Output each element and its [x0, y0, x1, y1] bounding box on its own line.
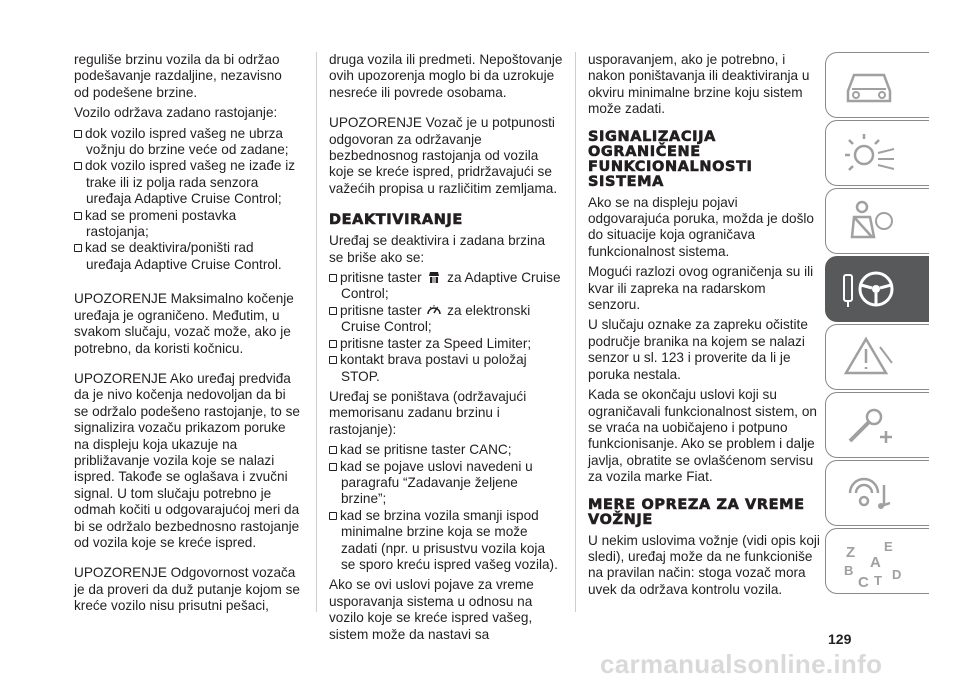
index-letters-icon [840, 537, 910, 591]
text-column-1 [74, 52, 300, 619]
index-letter: D [892, 567, 902, 582]
column-divider [316, 52, 317, 612]
bullet-box-icon [74, 212, 82, 220]
index-letter: A [870, 554, 881, 571]
tab-dashboard-lights[interactable] [825, 120, 929, 186]
tab-multimedia[interactable] [825, 460, 929, 526]
paragraph: U nekim uslovima vožnje (vidi opis koji sledi), uređaj može da ne funkcioniše na pravilan način: stoga vozač mora uvek da održava kontrolu vozila. [588, 532, 820, 597]
paragraph: usporavanjem, ako je potrebno, i nakon poništavanja ili deaktiviranja u okviru minimalne brzine koju sistem može zadati. [588, 52, 810, 117]
car-overview-icon [840, 61, 900, 111]
tab-car-overview[interactable] [825, 52, 929, 118]
multimedia-icon [840, 469, 900, 519]
index-letter: T [874, 573, 882, 588]
paragraph: reguliše brzinu vozila da bi održao podešavanje razdaljine, nezavisno od podešene brzine. [74, 52, 282, 100]
bullet-box-icon [329, 446, 337, 454]
paragraph: Ako se ovi uslovi pojave za vreme usporavanja sistema u odnosu na vozilo koje se kreće ispred vašeg, sistem može da nastavi sa [329, 577, 534, 642]
bullet-box-icon [329, 307, 337, 315]
bullet-item: kad se deaktivira/poništi rad uređaja Adaptive Cruise Control. [74, 240, 300, 273]
bullet-item: kad se promeni postavka rastojanja; [74, 208, 300, 241]
paragraph: Uređaj se deaktivira i zadana brzina se briše ako se: [329, 233, 546, 265]
bullet-item: pritisne taster za Adaptive Cruise Control; [329, 270, 563, 303]
paragraph: Uređaj se poništava (održavajući memorisanu zadanu brzinu i rastojanje): [329, 388, 527, 437]
section-heading: DEAKTIVIRANJE [329, 212, 463, 229]
service-wrench-icon [840, 401, 900, 451]
steering-wheel-icon [840, 265, 900, 315]
bullet-item: kad se brzina vozila smanji ispod minimalne brzine koja se može zadati (npr. u prisustvu vozila koja se sporo kreću ispred vašeg vozila). [329, 508, 563, 574]
bullet-box-icon [74, 130, 82, 138]
index-letter: E [884, 539, 893, 554]
tab-index[interactable] [825, 528, 929, 594]
watermark[interactable]: carmanualsonline.info [600, 649, 883, 679]
warning-road-icon [840, 333, 900, 383]
bullet-item: dok vozilo ispred vašeg ne ubrza vožnju do brzine veće od zadane; [74, 126, 300, 159]
adaptive-cruise-icon [426, 270, 442, 284]
warning-paragraph: UPOZORENJE Maksimalno kočenje uređaja je ograničeno. Međutim, u svakom slučaju, vozač može, ako je potrebno, da koristi kočnicu. [74, 291, 294, 356]
tab-emergency[interactable] [825, 324, 929, 390]
dashboard-lights-icon [840, 129, 900, 179]
section-heading: SIGNALIZACIJA OGRANIČENE FUNKCIONALNOSTI SISTEMA [588, 128, 753, 190]
bullet-box-icon [74, 162, 82, 170]
paragraph: Vozilo održava zadano rastojanje: [74, 105, 278, 121]
bullet-item: kontakt brava postavi u položaj STOP. [329, 352, 563, 385]
tab-maintenance[interactable] [825, 392, 929, 458]
text-column-2 [329, 52, 563, 647]
speedometer-cruise-icon [426, 303, 442, 317]
index-letter: C [858, 574, 869, 591]
bullet-box-icon [329, 356, 337, 364]
tab-safety[interactable] [825, 188, 929, 254]
section-heading: MERE OPREZA ZA VREME VOŽNJE [588, 496, 805, 528]
bullet-item: pritisne taster za Speed Limiter; [329, 336, 563, 352]
safety-airbag-icon [840, 197, 900, 247]
paragraph: druga vozila ili predmeti. Nepoštovanje ovih upozorenja moglo bi da uzrokuje nesreće ili povrede osobama. [329, 52, 563, 100]
column-divider [575, 52, 576, 612]
tab-starting-driving[interactable] [825, 256, 929, 322]
paragraph: Mogući razlozi ovog ograničenja su ili kvar ili zapreka na radarskom senzoru. [588, 264, 814, 313]
bullet-item: pritisne taster za elektronski Cruise Control; [329, 303, 563, 336]
page-number: 129 [828, 631, 852, 647]
bullet-box-icon [329, 340, 337, 348]
bullet-box-icon [74, 244, 82, 252]
bullet-item: kad se pojave uslovi navedeni u paragrafu “Zadavanje željene brzine”; [329, 459, 563, 508]
text-column-3 [588, 52, 820, 602]
paragraph: Kada se okončaju uslovi koji su ograničavali funkcionalnost sistem, on se vraća na uobičajeno i potpuno funkcionisanje. Ako se problem i dalje javlja, obratite se ovlašćenom servisu za vozila marke Fiat. [588, 387, 817, 485]
index-letter: B [844, 563, 854, 578]
paragraph: Ako se na displeju pojavi odgovarajuća poruka, možda je došlo do situacije koja ograničava funkcionalnost sistema. [588, 194, 814, 259]
bullet-box-icon [329, 274, 337, 282]
bullet-item: kad se pritisne taster CANC; [329, 442, 563, 458]
warning-paragraph: UPOZORENJE Vozač je u potpunosti odgovoran za održavanje bezbednosnog rastojanja od vozila koje se kreće ispred, pridržavajući se važećih propisa u različitim zemljama. [329, 115, 558, 196]
paragraph: U slučaju oznake za zapreku očistite područje branika na kojem se nalazi senzor u sl. 123 i proverite da li je poruka nestala. [588, 317, 808, 382]
warning-paragraph: UPOZORENJE Ako uređaj predviđa da je nivo kočenja nedovoljan da bi se održalo podešeno rastojanje, to se signalizira vozaču prikazom poruke na displeju koja ukazuje na približavanje vozila koje se nalazi ispred. Takođe se oglašava i zvučni signal. U tom slučaju potrebno je odmah kočiti u odgovarajućoj meri da bi se održalo bezbednosno rastojanje od vozila koje se kreće ispred. [74, 370, 300, 550]
bullet-item: dok vozilo ispred vašeg ne izađe iz trake ili iz polja rada senzora uređaja Adaptive Cruise Control; [74, 158, 300, 207]
bullet-box-icon [329, 512, 337, 520]
warning-paragraph: UPOZORENJE Odgovornost vozača je da proveri da duž putanje kojom se kreće vozilo nisu prisutni pešaci, [74, 565, 300, 614]
index-letter: Z [846, 544, 856, 561]
bullet-box-icon [329, 463, 337, 471]
